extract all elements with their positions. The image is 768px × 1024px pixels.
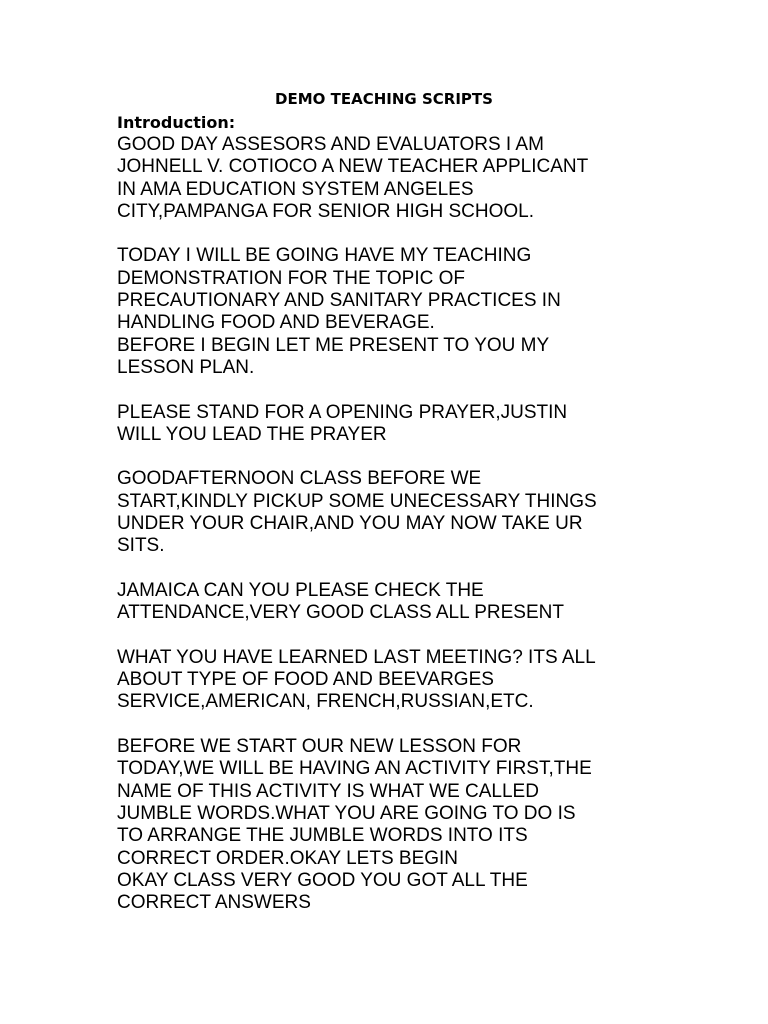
text-line: SERVICE,AMERICAN, FRENCH,RUSSIAN,ETC. xyxy=(117,691,534,713)
paragraph-greeting xyxy=(117,468,737,557)
text-line: HANDLING FOOD AND BEVERAGE. xyxy=(117,312,435,334)
text-line: SITS. xyxy=(117,535,165,557)
text-line: BEFORE WE START OUR NEW LESSON FOR xyxy=(117,736,522,758)
paragraph-prayer xyxy=(117,402,737,447)
text-line: JOHNELL V. COTIOCO A NEW TEACHER APPLICANT xyxy=(117,156,589,178)
paragraph-topic xyxy=(117,245,737,334)
text-line: PRECAUTIONARY AND SANITARY PRACTICES IN xyxy=(117,290,561,312)
paragraph-review xyxy=(117,647,737,714)
text-line: NAME OF THIS ACTIVITY IS WHAT WE CALLED xyxy=(117,780,539,802)
text-line: CORRECT ANSWERS xyxy=(117,892,311,914)
text-line: WHAT YOU HAVE LEARNED LAST MEETING? ITS ALL xyxy=(117,646,596,668)
text-line: TODAY,WE WILL BE HAVING AN ACTIVITY FIRST,THE xyxy=(117,758,592,780)
text-line: TO ARRANGE THE JUMBLE WORDS INTO ITS xyxy=(117,825,528,847)
paragraph-lesson-plan xyxy=(117,335,737,380)
text-line: GOOD DAY ASSESORS AND EVALUATORS I AM xyxy=(117,134,544,155)
text-line: BEFORE I BEGIN LET ME PRESENT TO YOU MY xyxy=(117,334,550,356)
text-line: DEMONSTRATION FOR THE TOPIC OF xyxy=(117,267,466,289)
text-line: WILL YOU LEAD THE PRAYER xyxy=(117,423,387,445)
paragraph-attendance xyxy=(117,580,737,625)
text-line: ABOUT TYPE OF FOOD AND BEEVARGES xyxy=(117,669,494,691)
paragraph-activity xyxy=(117,736,737,870)
text-line: CORRECT ORDER.OKAY LETS BEGIN xyxy=(117,847,459,869)
text-line: TODAY I WILL BE GOING HAVE MY TEACHING xyxy=(117,245,532,267)
text-line: OKAY CLASS VERY GOOD YOU GOT ALL THE xyxy=(117,869,528,891)
text-line: PLEASE STAND FOR A OPENING PRAYER,JUSTIN xyxy=(117,401,568,423)
text-line: JUMBLE WORDS.WHAT YOU ARE GOING TO DO IS xyxy=(117,802,576,824)
text-line: LESSON PLAN. xyxy=(117,356,255,378)
document-title: DEMO TEACHING SCRIPTS xyxy=(275,90,493,108)
paragraph-introduction xyxy=(117,134,737,223)
paragraph-closing xyxy=(117,870,737,915)
text-line: UNDER YOUR CHAIR,AND YOU MAY NOW TAKE UR xyxy=(117,513,583,535)
script-body xyxy=(117,134,737,914)
text-line: ATTENDANCE,VERY GOOD CLASS ALL PRESENT xyxy=(117,602,564,624)
text-line: GOODAFTERNOON CLASS BEFORE WE xyxy=(117,468,482,490)
section-heading: Introduction: xyxy=(117,113,236,132)
text-line: CITY,PAMPANGA FOR SENIOR HIGH SCHOOL. xyxy=(117,200,535,222)
text-line: IN AMA EDUCATION SYSTEM ANGELES xyxy=(117,178,474,200)
text-line: START,KINDLY PICKUP SOME UNECESSARY THINGS xyxy=(117,490,597,512)
text-line: JAMAICA CAN YOU PLEASE CHECK THE xyxy=(117,579,484,601)
